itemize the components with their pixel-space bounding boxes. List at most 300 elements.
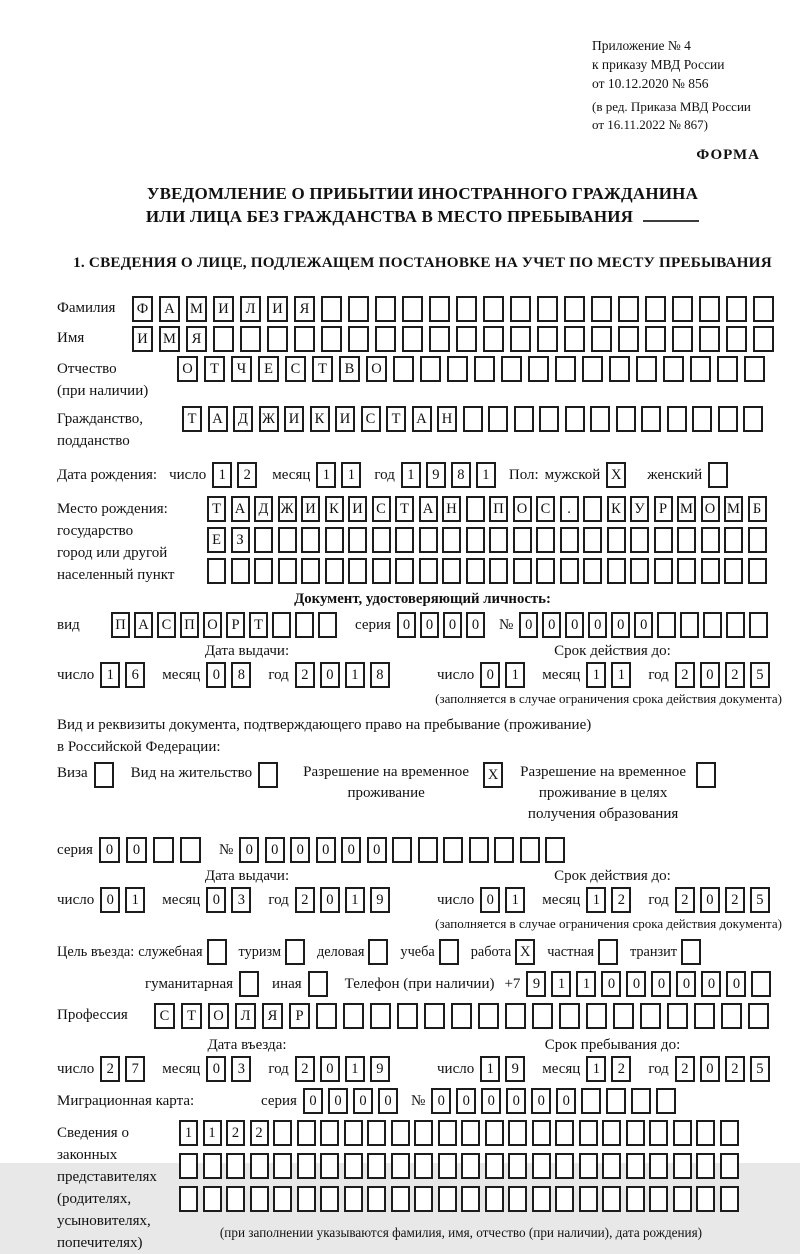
char-cell[interactable]: Я: [186, 326, 207, 352]
char-cell[interactable]: [308, 971, 328, 997]
char-cell[interactable]: [508, 1120, 527, 1146]
char-cell[interactable]: И: [284, 406, 304, 432]
char-cell[interactable]: [514, 406, 534, 432]
char-cell[interactable]: [564, 326, 585, 352]
char-cell[interactable]: Е: [207, 527, 226, 553]
char-cell[interactable]: [397, 1003, 418, 1029]
char-cell[interactable]: [673, 1153, 692, 1179]
char-cell[interactable]: [505, 1003, 526, 1029]
char-cell[interactable]: Т: [207, 496, 226, 522]
char-cell[interactable]: [579, 1153, 598, 1179]
char-cell[interactable]: 9: [505, 1056, 525, 1082]
char-cell[interactable]: 2: [725, 662, 745, 688]
char-cell[interactable]: [348, 296, 369, 322]
char-cell[interactable]: 0: [506, 1088, 526, 1114]
char-cell[interactable]: [582, 356, 603, 382]
char-cell[interactable]: [278, 558, 297, 584]
char-cell[interactable]: [442, 558, 461, 584]
char-cell[interactable]: [721, 1003, 742, 1029]
char-cell[interactable]: 1: [576, 971, 596, 997]
char-cell[interactable]: 1: [586, 887, 606, 913]
char-cell[interactable]: 3: [231, 1056, 251, 1082]
char-cell[interactable]: [231, 558, 250, 584]
char-cell[interactable]: Т: [249, 612, 268, 638]
char-cell[interactable]: [414, 1120, 433, 1146]
char-cell[interactable]: [367, 1153, 386, 1179]
char-cell[interactable]: [501, 356, 522, 382]
char-cell[interactable]: 0: [320, 662, 340, 688]
char-cell[interactable]: [718, 406, 738, 432]
char-cell[interactable]: [559, 1003, 580, 1029]
char-cell[interactable]: К: [325, 496, 344, 522]
char-cell[interactable]: [579, 1186, 598, 1212]
char-cell[interactable]: [520, 837, 540, 863]
char-cell[interactable]: [180, 837, 201, 863]
char-cell[interactable]: Т: [181, 1003, 202, 1029]
char-cell[interactable]: [478, 1003, 499, 1029]
char-cell[interactable]: 7: [125, 1056, 145, 1082]
char-cell[interactable]: О: [513, 496, 532, 522]
char-cell[interactable]: [699, 296, 720, 322]
char-cell[interactable]: 0: [480, 887, 500, 913]
char-cell[interactable]: [301, 527, 320, 553]
char-cell[interactable]: Л: [240, 296, 261, 322]
char-cell[interactable]: [555, 1153, 574, 1179]
char-cell[interactable]: 0: [206, 662, 226, 688]
char-cell[interactable]: 0: [565, 612, 584, 638]
char-cell[interactable]: [672, 296, 693, 322]
char-cell[interactable]: 2: [675, 887, 695, 913]
char-cell[interactable]: [609, 356, 630, 382]
char-cell[interactable]: [583, 527, 602, 553]
char-cell[interactable]: [649, 1120, 668, 1146]
char-cell[interactable]: [420, 356, 441, 382]
char-cell[interactable]: Ж: [278, 496, 297, 522]
char-cell[interactable]: [663, 356, 684, 382]
char-cell[interactable]: А: [412, 406, 432, 432]
char-cell[interactable]: [273, 1153, 292, 1179]
char-cell[interactable]: [602, 1120, 621, 1146]
char-cell[interactable]: [720, 1120, 739, 1146]
char-cell[interactable]: [438, 1186, 457, 1212]
char-cell[interactable]: [94, 762, 114, 788]
char-cell[interactable]: 1: [551, 971, 571, 997]
char-cell[interactable]: [545, 837, 565, 863]
char-cell[interactable]: [443, 837, 463, 863]
char-cell[interactable]: 0: [290, 837, 310, 863]
char-cell[interactable]: [461, 1186, 480, 1212]
char-cell[interactable]: 5: [750, 887, 770, 913]
char-cell[interactable]: [466, 527, 485, 553]
char-cell[interactable]: [250, 1153, 269, 1179]
char-cell[interactable]: [463, 406, 483, 432]
char-cell[interactable]: [694, 1003, 715, 1029]
char-cell[interactable]: [701, 527, 720, 553]
char-cell[interactable]: [297, 1153, 316, 1179]
char-cell[interactable]: И: [132, 326, 153, 352]
char-cell[interactable]: [213, 326, 234, 352]
char-cell[interactable]: О: [366, 356, 387, 382]
char-cell[interactable]: И: [267, 296, 288, 322]
char-cell[interactable]: [320, 1153, 339, 1179]
char-cell[interactable]: С: [536, 496, 555, 522]
char-cell[interactable]: [391, 1120, 410, 1146]
char-cell[interactable]: 8: [370, 662, 390, 688]
char-cell[interactable]: [508, 1186, 527, 1212]
char-cell[interactable]: П: [180, 612, 199, 638]
char-cell[interactable]: Т: [204, 356, 225, 382]
char-cell[interactable]: 8: [451, 462, 471, 488]
char-cell[interactable]: [560, 558, 579, 584]
char-cell[interactable]: [673, 1186, 692, 1212]
char-cell[interactable]: 0: [611, 612, 630, 638]
char-cell[interactable]: 0: [320, 1056, 340, 1082]
char-cell[interactable]: Е: [258, 356, 279, 382]
char-cell[interactable]: 1: [505, 662, 525, 688]
char-cell[interactable]: М: [186, 296, 207, 322]
char-cell[interactable]: 1: [179, 1120, 198, 1146]
char-cell[interactable]: 0: [531, 1088, 551, 1114]
char-cell[interactable]: С: [285, 356, 306, 382]
char-cell[interactable]: 0: [466, 612, 485, 638]
char-cell[interactable]: 9: [426, 462, 446, 488]
char-cell[interactable]: [667, 1003, 688, 1029]
char-cell[interactable]: 0: [99, 837, 120, 863]
char-cell[interactable]: 0: [341, 837, 361, 863]
char-cell[interactable]: 2: [725, 1056, 745, 1082]
char-cell[interactable]: X: [515, 939, 535, 965]
char-cell[interactable]: 8: [231, 662, 251, 688]
char-cell[interactable]: К: [607, 496, 626, 522]
char-cell[interactable]: О: [203, 612, 222, 638]
char-cell[interactable]: У: [630, 496, 649, 522]
char-cell[interactable]: Я: [262, 1003, 283, 1029]
char-cell[interactable]: [320, 1120, 339, 1146]
char-cell[interactable]: 0: [353, 1088, 373, 1114]
char-cell[interactable]: О: [701, 496, 720, 522]
char-cell[interactable]: [395, 558, 414, 584]
char-cell[interactable]: 0: [443, 612, 462, 638]
char-cell[interactable]: [295, 612, 314, 638]
char-cell[interactable]: [321, 296, 342, 322]
char-cell[interactable]: [602, 1153, 621, 1179]
char-cell[interactable]: Н: [442, 496, 461, 522]
char-cell[interactable]: [343, 1003, 364, 1029]
char-cell[interactable]: [466, 496, 485, 522]
char-cell[interactable]: [532, 1186, 551, 1212]
char-cell[interactable]: В: [339, 356, 360, 382]
char-cell[interactable]: [348, 558, 367, 584]
char-cell[interactable]: [681, 939, 701, 965]
char-cell[interactable]: С: [157, 612, 176, 638]
char-cell[interactable]: [586, 1003, 607, 1029]
char-cell[interactable]: И: [348, 496, 367, 522]
char-cell[interactable]: И: [335, 406, 355, 432]
char-cell[interactable]: [513, 558, 532, 584]
char-cell[interactable]: 0: [239, 837, 259, 863]
char-cell[interactable]: [607, 527, 626, 553]
char-cell[interactable]: [748, 558, 767, 584]
char-cell[interactable]: 1: [611, 662, 631, 688]
char-cell[interactable]: [325, 558, 344, 584]
char-cell[interactable]: [753, 296, 774, 322]
char-cell[interactable]: [591, 296, 612, 322]
char-cell[interactable]: [696, 1186, 715, 1212]
char-cell[interactable]: [510, 296, 531, 322]
char-cell[interactable]: 0: [588, 612, 607, 638]
char-cell[interactable]: [654, 558, 673, 584]
char-cell[interactable]: Р: [226, 612, 245, 638]
char-cell[interactable]: [696, 762, 716, 788]
char-cell[interactable]: [318, 612, 337, 638]
char-cell[interactable]: [285, 939, 305, 965]
char-cell[interactable]: [680, 612, 699, 638]
char-cell[interactable]: [645, 326, 666, 352]
char-cell[interactable]: [485, 1153, 504, 1179]
char-cell[interactable]: [419, 527, 438, 553]
char-cell[interactable]: [583, 558, 602, 584]
char-cell[interactable]: 1: [345, 887, 365, 913]
char-cell[interactable]: [613, 1003, 634, 1029]
char-cell[interactable]: 1: [345, 1056, 365, 1082]
char-cell[interactable]: [591, 326, 612, 352]
char-cell[interactable]: 2: [295, 887, 315, 913]
char-cell[interactable]: [667, 406, 687, 432]
char-cell[interactable]: [226, 1186, 245, 1212]
char-cell[interactable]: [510, 326, 531, 352]
char-cell[interactable]: [179, 1153, 198, 1179]
char-cell[interactable]: Т: [312, 356, 333, 382]
char-cell[interactable]: [456, 326, 477, 352]
char-cell[interactable]: [618, 296, 639, 322]
char-cell[interactable]: 0: [700, 662, 720, 688]
char-cell[interactable]: [348, 527, 367, 553]
char-cell[interactable]: [696, 1120, 715, 1146]
char-cell[interactable]: А: [419, 496, 438, 522]
char-cell[interactable]: [537, 296, 558, 322]
char-cell[interactable]: 2: [611, 1056, 631, 1082]
char-cell[interactable]: 0: [542, 612, 561, 638]
char-cell[interactable]: 0: [126, 837, 147, 863]
char-cell[interactable]: 0: [328, 1088, 348, 1114]
char-cell[interactable]: П: [111, 612, 130, 638]
char-cell[interactable]: [367, 1186, 386, 1212]
char-cell[interactable]: С: [361, 406, 381, 432]
char-cell[interactable]: 2: [675, 662, 695, 688]
char-cell[interactable]: О: [177, 356, 198, 382]
char-cell[interactable]: [708, 462, 728, 488]
char-cell[interactable]: [414, 1153, 433, 1179]
char-cell[interactable]: 0: [700, 887, 720, 913]
char-cell[interactable]: 0: [456, 1088, 476, 1114]
char-cell[interactable]: [489, 527, 508, 553]
char-cell[interactable]: [692, 406, 712, 432]
char-cell[interactable]: 0: [431, 1088, 451, 1114]
char-cell[interactable]: 9: [526, 971, 546, 997]
char-cell[interactable]: 0: [601, 971, 621, 997]
char-cell[interactable]: [616, 406, 636, 432]
char-cell[interactable]: 1: [316, 462, 336, 488]
char-cell[interactable]: [717, 356, 738, 382]
char-cell[interactable]: .: [560, 496, 579, 522]
char-cell[interactable]: [414, 1186, 433, 1212]
char-cell[interactable]: 2: [100, 1056, 120, 1082]
char-cell[interactable]: 0: [651, 971, 671, 997]
char-cell[interactable]: [508, 1153, 527, 1179]
char-cell[interactable]: [203, 1186, 222, 1212]
char-cell[interactable]: [690, 356, 711, 382]
char-cell[interactable]: [153, 837, 174, 863]
char-cell[interactable]: [240, 326, 261, 352]
char-cell[interactable]: [753, 326, 774, 352]
char-cell[interactable]: [532, 1003, 553, 1029]
char-cell[interactable]: [677, 558, 696, 584]
char-cell[interactable]: 2: [675, 1056, 695, 1082]
char-cell[interactable]: [474, 356, 495, 382]
char-cell[interactable]: [368, 939, 388, 965]
char-cell[interactable]: [699, 326, 720, 352]
char-cell[interactable]: 0: [316, 837, 336, 863]
char-cell[interactable]: [641, 406, 661, 432]
char-cell[interactable]: [606, 1088, 626, 1114]
char-cell[interactable]: 0: [303, 1088, 323, 1114]
char-cell[interactable]: [485, 1120, 504, 1146]
char-cell[interactable]: 2: [250, 1120, 269, 1146]
char-cell[interactable]: А: [208, 406, 228, 432]
char-cell[interactable]: [579, 1120, 598, 1146]
char-cell[interactable]: 0: [206, 887, 226, 913]
char-cell[interactable]: [297, 1120, 316, 1146]
char-cell[interactable]: [488, 406, 508, 432]
char-cell[interactable]: [640, 1003, 661, 1029]
char-cell[interactable]: 1: [341, 462, 361, 488]
char-cell[interactable]: [598, 939, 618, 965]
char-cell[interactable]: 2: [611, 887, 631, 913]
char-cell[interactable]: М: [677, 496, 696, 522]
char-cell[interactable]: [325, 527, 344, 553]
char-cell[interactable]: X: [483, 762, 503, 788]
char-cell[interactable]: 1: [212, 462, 232, 488]
char-cell[interactable]: [701, 558, 720, 584]
char-cell[interactable]: 0: [481, 1088, 501, 1114]
char-cell[interactable]: [489, 558, 508, 584]
char-cell[interactable]: [560, 527, 579, 553]
char-cell[interactable]: [649, 1153, 668, 1179]
char-cell[interactable]: [370, 1003, 391, 1029]
char-cell[interactable]: [602, 1186, 621, 1212]
char-cell[interactable]: 5: [750, 662, 770, 688]
char-cell[interactable]: [626, 1153, 645, 1179]
char-cell[interactable]: [301, 558, 320, 584]
char-cell[interactable]: [344, 1186, 363, 1212]
char-cell[interactable]: Т: [182, 406, 202, 432]
char-cell[interactable]: 0: [480, 662, 500, 688]
char-cell[interactable]: М: [159, 326, 180, 352]
char-cell[interactable]: С: [154, 1003, 175, 1029]
char-cell[interactable]: [590, 406, 610, 432]
char-cell[interactable]: [583, 496, 602, 522]
char-cell[interactable]: [631, 1088, 651, 1114]
char-cell[interactable]: 0: [320, 887, 340, 913]
char-cell[interactable]: 0: [420, 612, 439, 638]
char-cell[interactable]: [239, 971, 259, 997]
char-cell[interactable]: [483, 296, 504, 322]
char-cell[interactable]: Р: [289, 1003, 310, 1029]
char-cell[interactable]: [424, 1003, 445, 1029]
char-cell[interactable]: 1: [125, 887, 145, 913]
char-cell[interactable]: Р: [654, 496, 673, 522]
char-cell[interactable]: Ф: [132, 296, 153, 322]
char-cell[interactable]: [461, 1120, 480, 1146]
char-cell[interactable]: [555, 1186, 574, 1212]
char-cell[interactable]: 0: [634, 612, 653, 638]
char-cell[interactable]: [391, 1153, 410, 1179]
char-cell[interactable]: 0: [676, 971, 696, 997]
char-cell[interactable]: [439, 939, 459, 965]
char-cell[interactable]: [645, 296, 666, 322]
char-cell[interactable]: [267, 326, 288, 352]
char-cell[interactable]: 1: [345, 662, 365, 688]
char-cell[interactable]: 0: [367, 837, 387, 863]
char-cell[interactable]: 0: [100, 887, 120, 913]
char-cell[interactable]: А: [134, 612, 153, 638]
char-cell[interactable]: К: [310, 406, 330, 432]
char-cell[interactable]: 3: [231, 887, 251, 913]
char-cell[interactable]: 2: [295, 1056, 315, 1082]
char-cell[interactable]: [297, 1186, 316, 1212]
char-cell[interactable]: [724, 527, 743, 553]
char-cell[interactable]: [748, 527, 767, 553]
char-cell[interactable]: [726, 296, 747, 322]
char-cell[interactable]: [391, 1186, 410, 1212]
char-cell[interactable]: 9: [370, 887, 390, 913]
char-cell[interactable]: 1: [586, 1056, 606, 1082]
char-cell[interactable]: [456, 296, 477, 322]
char-cell[interactable]: [344, 1120, 363, 1146]
char-cell[interactable]: 0: [519, 612, 538, 638]
char-cell[interactable]: И: [213, 296, 234, 322]
char-cell[interactable]: [626, 1186, 645, 1212]
char-cell[interactable]: [565, 406, 585, 432]
char-cell[interactable]: [483, 326, 504, 352]
char-cell[interactable]: [636, 356, 657, 382]
char-cell[interactable]: [555, 1120, 574, 1146]
char-cell[interactable]: [278, 527, 297, 553]
char-cell[interactable]: Д: [233, 406, 253, 432]
char-cell[interactable]: Т: [395, 496, 414, 522]
char-cell[interactable]: [539, 406, 559, 432]
char-cell[interactable]: [294, 326, 315, 352]
char-cell[interactable]: [367, 1120, 386, 1146]
char-cell[interactable]: [451, 1003, 472, 1029]
char-cell[interactable]: 1: [100, 662, 120, 688]
char-cell[interactable]: Т: [386, 406, 406, 432]
char-cell[interactable]: [438, 1120, 457, 1146]
char-cell[interactable]: [392, 837, 412, 863]
char-cell[interactable]: [466, 558, 485, 584]
char-cell[interactable]: [207, 558, 226, 584]
char-cell[interactable]: 2: [237, 462, 257, 488]
char-cell[interactable]: 0: [378, 1088, 398, 1114]
char-cell[interactable]: [703, 612, 722, 638]
char-cell[interactable]: И: [301, 496, 320, 522]
char-cell[interactable]: [649, 1186, 668, 1212]
char-cell[interactable]: [654, 527, 673, 553]
char-cell[interactable]: [677, 527, 696, 553]
char-cell[interactable]: 1: [505, 887, 525, 913]
char-cell[interactable]: Я: [294, 296, 315, 322]
char-cell[interactable]: [402, 296, 423, 322]
